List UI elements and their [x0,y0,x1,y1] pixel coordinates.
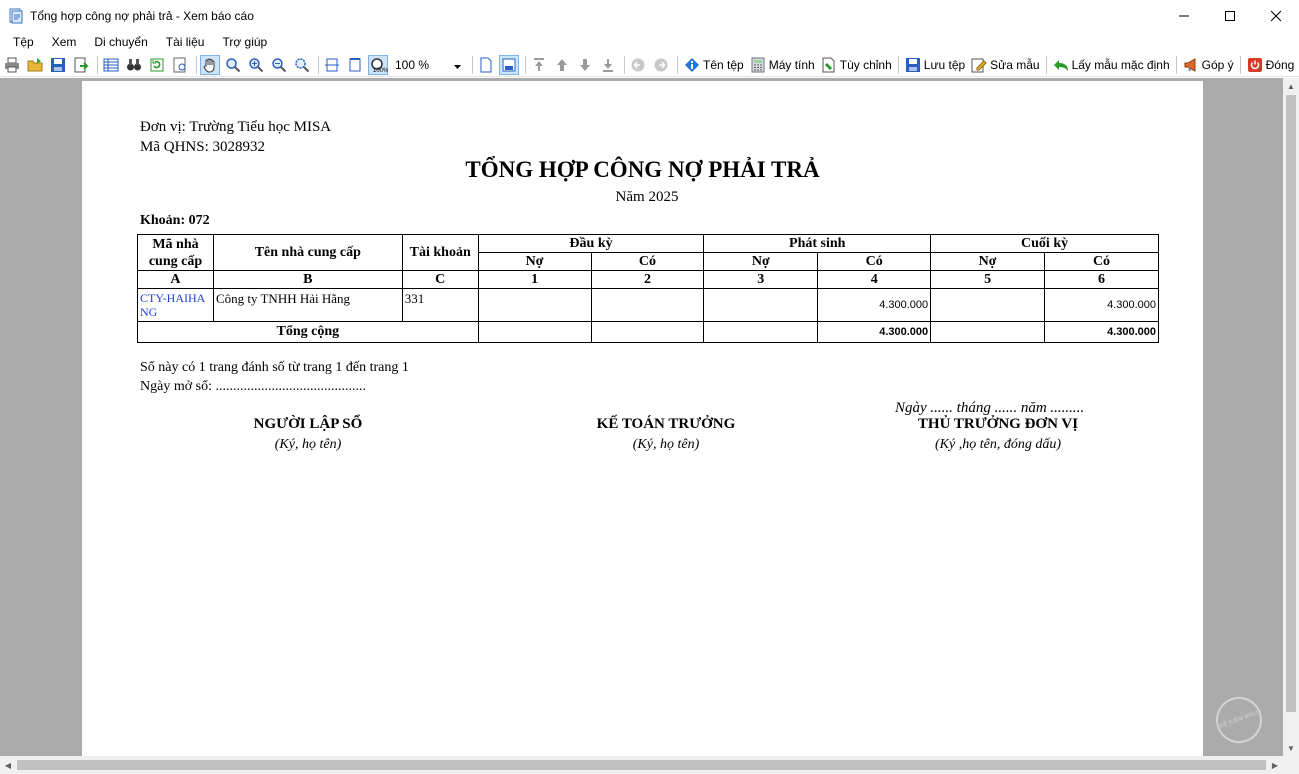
header-movement-credit: Có [818,253,931,271]
zoom-icon[interactable] [223,55,243,75]
svg-text:100%: 100% [373,67,389,74]
vertical-scroll-thumb[interactable] [1286,95,1296,712]
report-year: Năm 2025 [615,189,679,205]
col-index-b: B [213,271,402,289]
multi-page-icon[interactable] [499,55,519,75]
export-icon[interactable] [71,55,91,75]
supplier-name-cell: Công ty TNHH Hải Hằng [213,289,402,322]
horizontal-scrollbar[interactable] [0,756,1283,774]
header-closing: Cuối kỳ [931,235,1159,253]
default-template-button[interactable] [1050,55,1173,75]
last-page-icon[interactable] [598,55,618,75]
toolbar-separator [1046,56,1047,74]
chevron-down-icon [454,58,461,72]
qhns-code: Mã QHNS: 3028932 [140,139,266,155]
menu-file[interactable]: Tệp [13,35,34,49]
open-folder-icon[interactable] [25,55,45,75]
toolbar-separator [677,56,678,74]
closing-debit-cell [931,289,1045,322]
fit-width-icon[interactable] [322,55,342,75]
toolbar-separator [472,56,473,74]
find-binoculars-icon[interactable] [124,55,144,75]
total-closing-credit: 4.300.000 [1045,322,1159,343]
zoom-level-select[interactable] [391,55,465,74]
khoan-label: Khoản: 072 [140,213,210,228]
movement-credit-cell: 4.300.000 [818,289,931,322]
total-opening-debit [478,322,591,343]
back-icon[interactable] [628,55,648,75]
calculator-icon [750,57,766,73]
toolbar-separator [1176,56,1177,74]
edit-template-label: Sửa mẫu [990,57,1040,72]
signature-preparer-sub: (Ký, họ tên) [274,437,342,452]
edit-template-button[interactable] [968,55,1042,75]
customize-button[interactable] [818,55,895,75]
report-page [82,81,1203,756]
vertical-scrollbar[interactable] [1283,78,1299,756]
payables-table [137,234,1159,343]
calculator-label: Máy tính [768,57,815,72]
signature-head-title: THỦ TRƯỞNG ĐƠN VỊ [917,416,1079,432]
header-opening-debit: Nợ [478,253,591,271]
scroll-right-arrow-icon[interactable]: ▶ [1271,760,1279,770]
opening-debit-cell [478,289,591,322]
edit-pencil-icon [971,57,987,73]
col-index-3: 3 [704,271,818,289]
menu-bar [0,32,1299,52]
close-window-button[interactable] [1253,0,1299,31]
refresh-icon[interactable] [147,55,167,75]
unit-name: Đơn vị: Trường Tiểu học MISA [140,119,332,135]
signature-chief-accountant-title: KẾ TOÁN TRƯỞNG [596,416,736,432]
total-movement-debit [704,322,818,343]
customize-label: Tùy chỉnh [839,57,892,72]
closing-credit-cell: 4.300.000 [1045,289,1159,322]
feedback-button[interactable] [1180,55,1237,75]
total-label: Tổng cộng [138,322,479,343]
title-bar [0,0,1299,31]
actual-size-icon[interactable] [368,55,388,75]
menu-help[interactable]: Trợ giúp [222,35,268,49]
file-name-label: Tên tệp [703,57,744,72]
movement-debit-cell [704,289,818,322]
scroll-down-arrow-icon[interactable]: ▼ [1287,743,1295,753]
power-icon [1247,57,1263,73]
table-of-contents-icon[interactable] [101,55,121,75]
signature-preparer-title: NGƯỜI LẬP SỔ [253,416,363,432]
horizontal-scroll-thumb[interactable] [17,760,1266,770]
total-movement-credit: 4.300.000 [818,322,931,343]
scroll-left-arrow-icon[interactable]: ◀ [4,760,12,770]
floppy-disk-icon [905,57,921,73]
customize-document-icon [821,57,837,73]
page-count-note: Sổ này có 1 trang đánh số từ trang 1 đến trang 1 [140,360,409,375]
header-closing-debit: Nợ [931,253,1045,271]
toolbar-separator [97,56,98,74]
scrollbar-corner [1283,756,1299,774]
signature-chief-accountant-sub: (Ký, họ tên) [632,437,700,452]
header-closing-credit: Có [1045,253,1159,271]
total-row [138,322,1159,343]
header-supplier-code: Mã nhà cung cấp [138,235,214,271]
minimize-button[interactable] [1161,0,1207,31]
single-page-icon[interactable] [476,55,496,75]
default-template-label: Lấy mẫu mặc định [1071,57,1170,72]
megaphone-icon [1183,57,1199,73]
total-closing-debit [931,322,1045,343]
header-opening-credit: Có [591,253,704,271]
table-row [138,289,1159,322]
header-supplier-name: Tên nhà cung cấp [213,235,402,271]
col-index-1: 1 [478,271,591,289]
toolbar [0,53,1299,77]
zoom-level-value: 100 % [395,57,430,72]
toolbar-separator [318,56,319,74]
signature-head-sub: (Ký ,họ tên, đóng dấu) [935,437,1061,452]
watermark-stamp: ĐỀ KIỂM MẪU [1210,691,1269,750]
info-diamond-icon [684,57,700,73]
undo-arrow-icon [1053,57,1069,73]
report-viewer-app-icon [8,8,24,24]
scroll-up-arrow-icon[interactable]: ▲ [1287,81,1295,91]
forward-icon[interactable] [651,55,671,75]
toolbar-separator [1240,56,1241,74]
close-report-button[interactable] [1244,55,1298,75]
header-movement-debit: Nợ [704,253,818,271]
header-opening: Đầu kỳ [478,235,704,253]
header-movement: Phát sinh [704,235,931,253]
account-cell: 331 [402,289,478,322]
toolbar-separator [898,56,899,74]
next-page-icon[interactable] [575,55,595,75]
hand-pan-icon[interactable] [200,55,220,75]
previous-page-icon[interactable] [552,55,572,75]
col-index-6: 6 [1045,271,1159,289]
menu-document[interactable]: Tài liệu [165,35,205,49]
col-index-4: 4 [818,271,931,289]
header-account: Tài khoản [402,235,478,271]
fit-page-icon[interactable] [345,55,365,75]
save-file-button[interactable] [902,55,968,75]
zoom-in-icon[interactable] [246,55,266,75]
col-index-c: C [402,271,478,289]
close-report-label: Đóng [1265,57,1295,72]
zoom-out-icon[interactable] [269,55,289,75]
page-setup-icon[interactable] [170,55,190,75]
toolbar-separator [624,56,625,74]
col-index-5: 5 [931,271,1045,289]
total-opening-credit [591,322,704,343]
menu-navigate[interactable]: Di chuyển [94,35,148,49]
save-icon[interactable] [48,55,68,75]
col-index-2: 2 [591,271,704,289]
zoom-rect-icon[interactable] [292,55,312,75]
first-page-icon[interactable] [529,55,549,75]
file-name-button[interactable] [681,55,747,75]
feedback-label: Góp ý [1201,57,1234,72]
maximize-button[interactable] [1207,0,1253,31]
print-icon[interactable] [2,55,22,75]
toolbar-separator [525,56,526,74]
open-date-note: Ngày mở sổ: ........................................... [140,379,366,394]
report-title: TỔNG HỢP CÔNG NỢ PHẢI TRẢ [465,157,820,182]
calculator-button[interactable] [747,55,818,75]
window-title: Tổng hợp công nợ phải trả - Xem báo cáo [30,8,254,23]
supplier-code-link[interactable]: CTY-HAIHANG [138,289,214,322]
menu-view[interactable]: Xem [51,35,77,49]
col-index-a: A [138,271,214,289]
opening-credit-cell [591,289,704,322]
toolbar-separator [196,56,197,74]
signature-date-line: Ngày ...... tháng ...... năm ......... [895,400,1085,416]
save-file-label: Lưu tệp [923,57,966,72]
